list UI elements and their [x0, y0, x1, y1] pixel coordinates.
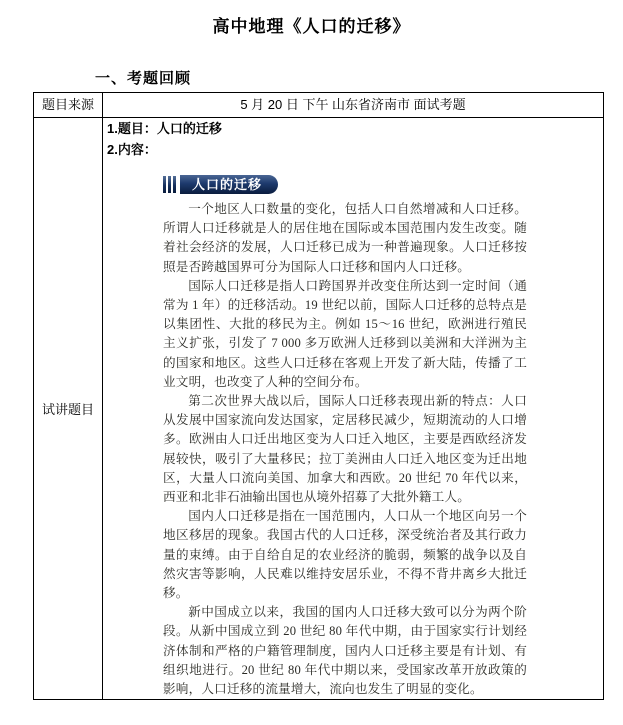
page-title: 高中地理《人口的迁移》	[212, 17, 411, 36]
textbook-scan-image	[103, 174, 603, 699]
source-value-cell: 5 月 20 日 下午 山东省济南市 面试考题	[103, 93, 604, 118]
table-row-topic	[34, 118, 604, 700]
topic-content-cell	[103, 118, 604, 700]
question-item-1: 1.题目：人口的迁移	[107, 121, 222, 136]
scan-paragraph: 国际人口迁移是指人口跨国界并改变住所达到一定时间（通常为 1 年）的迁移活动。19 世纪以前，国际人口迁移的总特点是以集团性、大批的移民为主。例如 15～16 世纪，欧洲进行殖民主义扩张，引发了 7 000 多万欧洲人迁移到以美洲和大洋洲为主的国家和地区。这些人口迁移在客观上开发了新大陆，传播了工业文明，也改变了人种的空间分布。	[163, 278, 527, 389]
section-heading: 一、考题回顾	[95, 70, 192, 87]
banner-bars-icon	[163, 176, 176, 193]
exam-question-table	[33, 92, 604, 700]
table-row-source	[34, 93, 604, 118]
textbook-banner	[163, 174, 527, 194]
question-item-2: 2.内容：	[107, 142, 157, 157]
scan-paragraph: 一个地区人口数量的变化，包括人口自然增减和人口迁移。所谓人口迁移就是人的居住地在国际或本国范围内发生改变。随着社会经济的发展，人口迁移已成为一种普遍现象。人口迁移按照是否跨越国界可分为国际人口迁移和国内人口迁移。	[163, 202, 527, 274]
topic-label-cell: 试讲题目	[34, 118, 103, 700]
source-label-cell: 题目来源	[34, 93, 103, 118]
scan-paragraph: 国内人口迁移是指在一国范围内，人口从一个地区向另一个地区移居的现象。我国古代的人口迁移，深受统治者及其行政力量的束缚。由于自给自足的农业经济的脆弱，频繁的战争以及自然灾害等影响，人民难以维持安居乐业，不得不背井离乡大批迁移。	[163, 509, 527, 601]
scan-paragraph: 新中国成立以来，我国的国内人口迁移大致可以分为两个阶段。从新中国成立到 20 世纪 80 年代中期，由于国家实行计划经济体制和严格的户籍管理制度，国内人口迁移主要是有计划、有组织地进行。20 世纪 80 年代中期以来，受国家改革开放政策的影响，人口迁移的流量增大，流向也发生了明显的变化。	[163, 605, 527, 697]
banner-title: 人口的迁移	[180, 175, 278, 194]
scan-paragraph: 第二次世界大战以后，国际人口迁移表现出新的特点：人口从发展中国家流向发达国家，定居移民减少，短期流动的人口增多。欧洲由人口迁出地区变为人口迁入地区，主要是西欧经济发展较快，吸引了大量移民；拉丁美洲由人口迁入地区变为迁出地区，大量人口流向美国、加拿大和西欧。20 世纪 70 年代以来，西亚和北非石油输出国也从境外招募了大批外籍工人。	[163, 394, 527, 505]
